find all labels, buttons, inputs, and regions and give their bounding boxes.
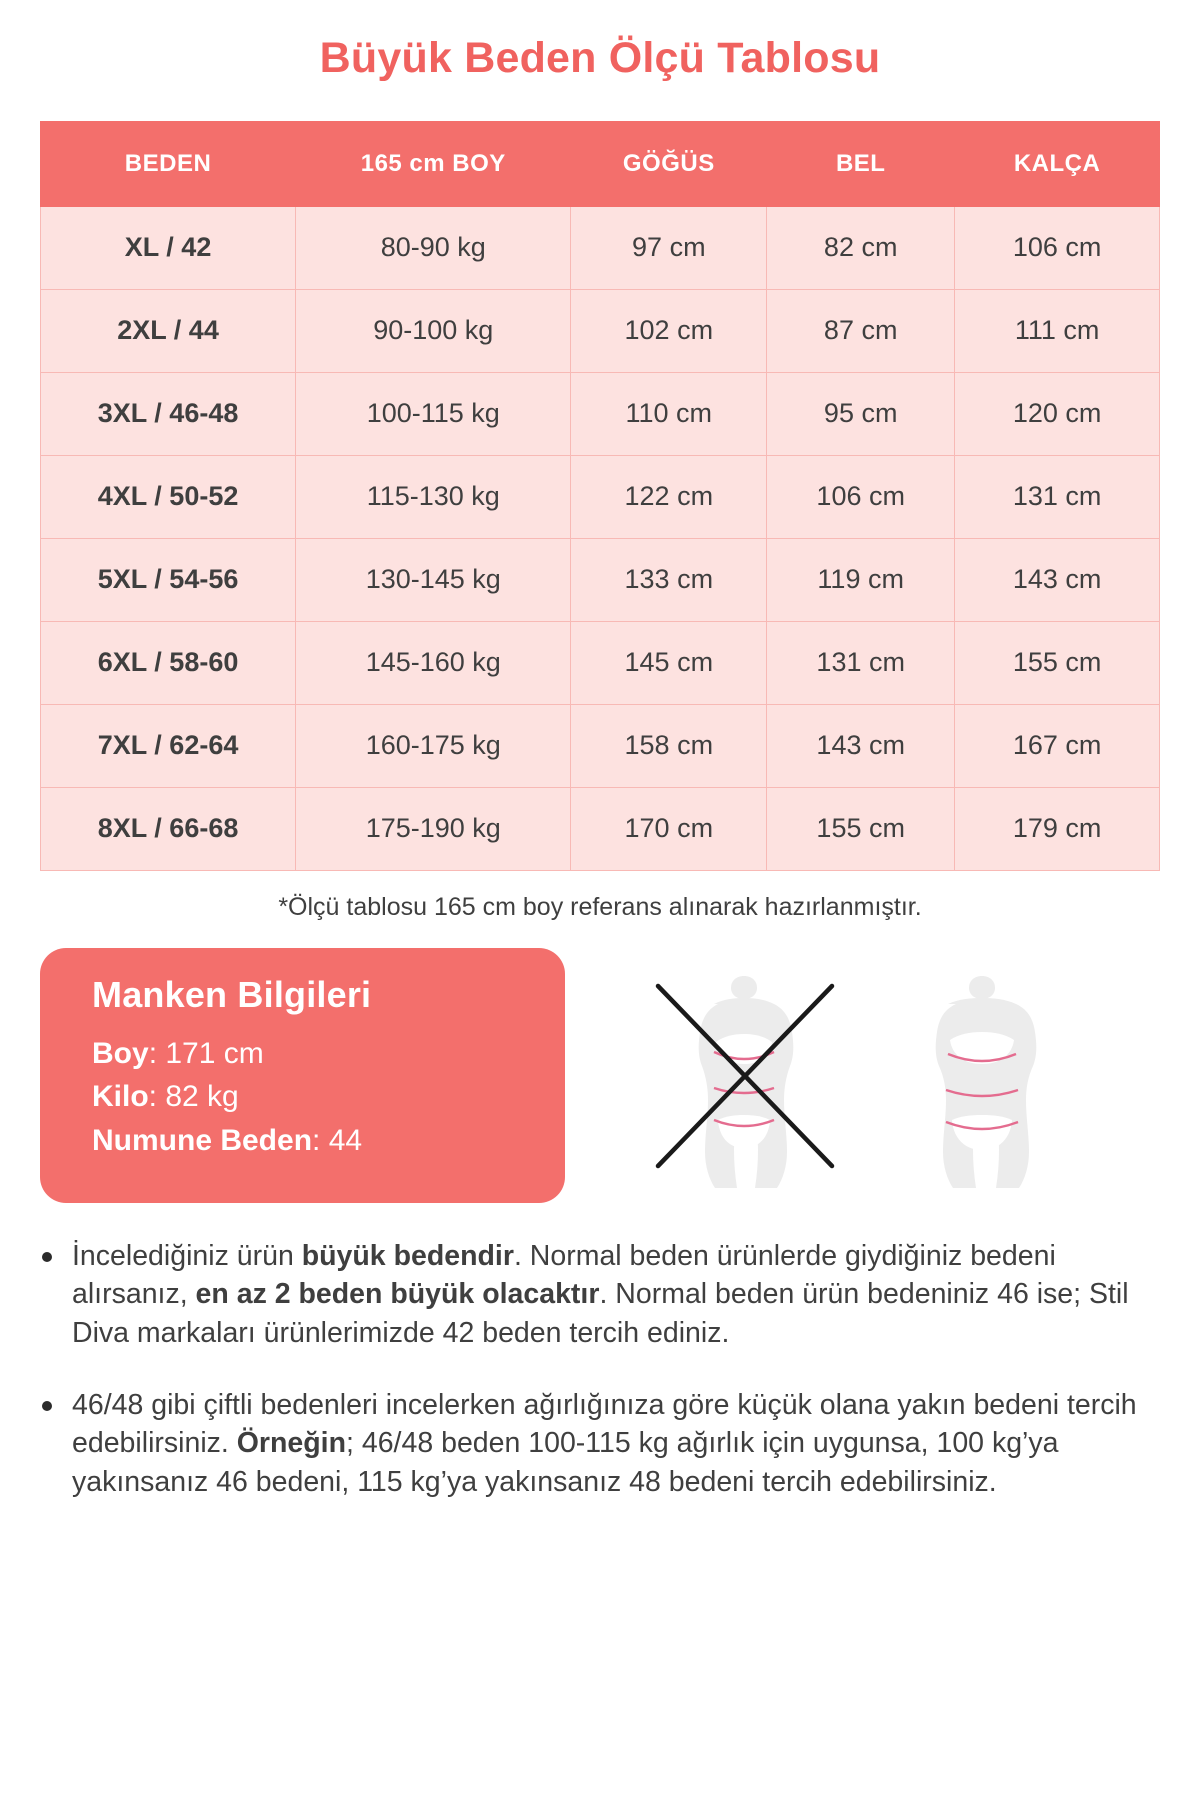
table-cell: 133 cm	[571, 538, 767, 621]
table-cell: 131 cm	[955, 455, 1160, 538]
table-row	[41, 621, 1160, 704]
model-height-label: Boy	[92, 1036, 149, 1070]
body-text: 46/48 gibi çiftli bedenleri incelerken ağırlığınıza göre küçük olana yakın bedeni tercih edebilirsiniz.	[72, 1389, 1137, 1460]
table-cell: 143 cm	[767, 704, 955, 787]
table-row	[41, 289, 1160, 372]
model-height-value: : 171 cm	[148, 1036, 264, 1070]
page-title: Büyük Beden Ölçü Tablosu	[319, 34, 881, 82]
table-cell: 160-175 kg	[296, 704, 571, 787]
table-row	[41, 538, 1160, 621]
table-cell: 145 cm	[571, 621, 767, 704]
emphasis-text: büyük bedendir	[301, 1239, 514, 1272]
column-header-beden: BEDEN	[41, 121, 296, 206]
table-cell: 115-130 kg	[296, 455, 571, 538]
incorrect-measurement-figure	[644, 970, 844, 1195]
table-cell: 170 cm	[571, 787, 767, 870]
table-cell: 143 cm	[955, 538, 1160, 621]
model-weight-label: Kilo	[92, 1080, 149, 1114]
table-row	[41, 704, 1160, 787]
table-header-row	[41, 121, 1160, 206]
body-text: . Normal beden ürünlerde giydiğiniz bedeni alırsanız,	[72, 1239, 1056, 1311]
table-cell: 111 cm	[955, 289, 1160, 372]
table-cell: 175-190 kg	[296, 787, 571, 870]
table-cell-size: 4XL / 50-52	[41, 455, 296, 538]
table-cell: 145-160 kg	[296, 621, 571, 704]
table-cell-size: XL / 42	[41, 206, 296, 289]
table-cell: 87 cm	[767, 289, 955, 372]
list-item	[34, 1237, 1174, 1352]
table-cell-size: 8XL / 66-68	[41, 787, 296, 870]
table-cell: 155 cm	[955, 621, 1160, 704]
list-item	[34, 1386, 1174, 1501]
correct-measurement-figure	[882, 970, 1082, 1195]
table-row	[41, 206, 1160, 289]
emphasis-text: Örneğin	[236, 1427, 347, 1460]
emphasis-text: en az 2 beden büyük olacaktır	[195, 1278, 600, 1311]
table-cell-size: 7XL / 62-64	[41, 704, 296, 787]
table-cell: 158 cm	[571, 704, 767, 787]
table-cell: 131 cm	[767, 621, 955, 704]
table-cell: 95 cm	[767, 372, 955, 455]
model-info-card	[40, 948, 565, 1203]
table-cell: 102 cm	[571, 289, 767, 372]
table-cell: 106 cm	[767, 455, 955, 538]
table-cell-size: 2XL / 44	[41, 289, 296, 372]
model-height-row	[92, 1032, 531, 1076]
column-header-gogus: GÖĞÜS	[571, 121, 767, 206]
table-row	[41, 372, 1160, 455]
column-header-kalca: KALÇA	[955, 121, 1160, 206]
table-cell: 130-145 kg	[296, 538, 571, 621]
table-footnote: *Ölçü tablosu 165 cm boy referans alınarak hazırlanmıştır.	[278, 892, 922, 921]
model-weight-value: : 82 kg	[148, 1080, 239, 1114]
model-sample-size-label: Numune Beden	[92, 1124, 313, 1158]
table-cell-size: 3XL / 46-48	[41, 372, 296, 455]
table-cell-size: 5XL / 54-56	[41, 538, 296, 621]
table-cell: 82 cm	[767, 206, 955, 289]
measurement-figures	[565, 948, 1160, 1195]
table-cell: 90-100 kg	[296, 289, 571, 372]
body-silhouette-icon	[644, 970, 844, 1195]
column-header-boy: 165 cm BOY	[296, 121, 571, 206]
body-silhouette-icon	[882, 970, 1082, 1195]
model-sample-size-row	[92, 1119, 531, 1163]
table-cell: 100-115 kg	[296, 372, 571, 455]
model-sample-size-value: : 44	[312, 1124, 363, 1158]
model-info-heading: Manken Bilgileri	[92, 973, 372, 1015]
size-table	[40, 121, 1160, 871]
model-info-section	[0, 948, 1200, 1203]
table-cell: 110 cm	[571, 372, 767, 455]
table-cell: 106 cm	[955, 206, 1160, 289]
body-text: . Normal beden ürün bedeniniz 46 ise; Stil Diva markaları ürünlerimizde 42 beden tercih ediniz.	[72, 1278, 1129, 1349]
table-row	[41, 787, 1160, 870]
table-cell: 97 cm	[571, 206, 767, 289]
body-text: ; 46/48 beden 100-115 kg ağırlık için uygunsa, 100 kg’ya yakınsanız 46 bedeni, 115 kg’ya yakınsanız 48 bedeni tercih edebilirsiniz.	[72, 1427, 1059, 1498]
table-cell: 179 cm	[955, 787, 1160, 870]
table-row	[41, 455, 1160, 538]
table-cell: 120 cm	[955, 372, 1160, 455]
table-cell: 155 cm	[767, 787, 955, 870]
model-weight-row	[92, 1075, 531, 1119]
column-header-bel: BEL	[767, 121, 955, 206]
table-cell: 167 cm	[955, 704, 1160, 787]
table-cell: 80-90 kg	[296, 206, 571, 289]
table-cell-size: 6XL / 58-60	[41, 621, 296, 704]
table-cell: 122 cm	[571, 455, 767, 538]
info-bullet-list	[0, 1237, 1200, 1502]
table-cell: 119 cm	[767, 538, 955, 621]
body-text: İncelediğiniz ürün	[72, 1239, 302, 1272]
